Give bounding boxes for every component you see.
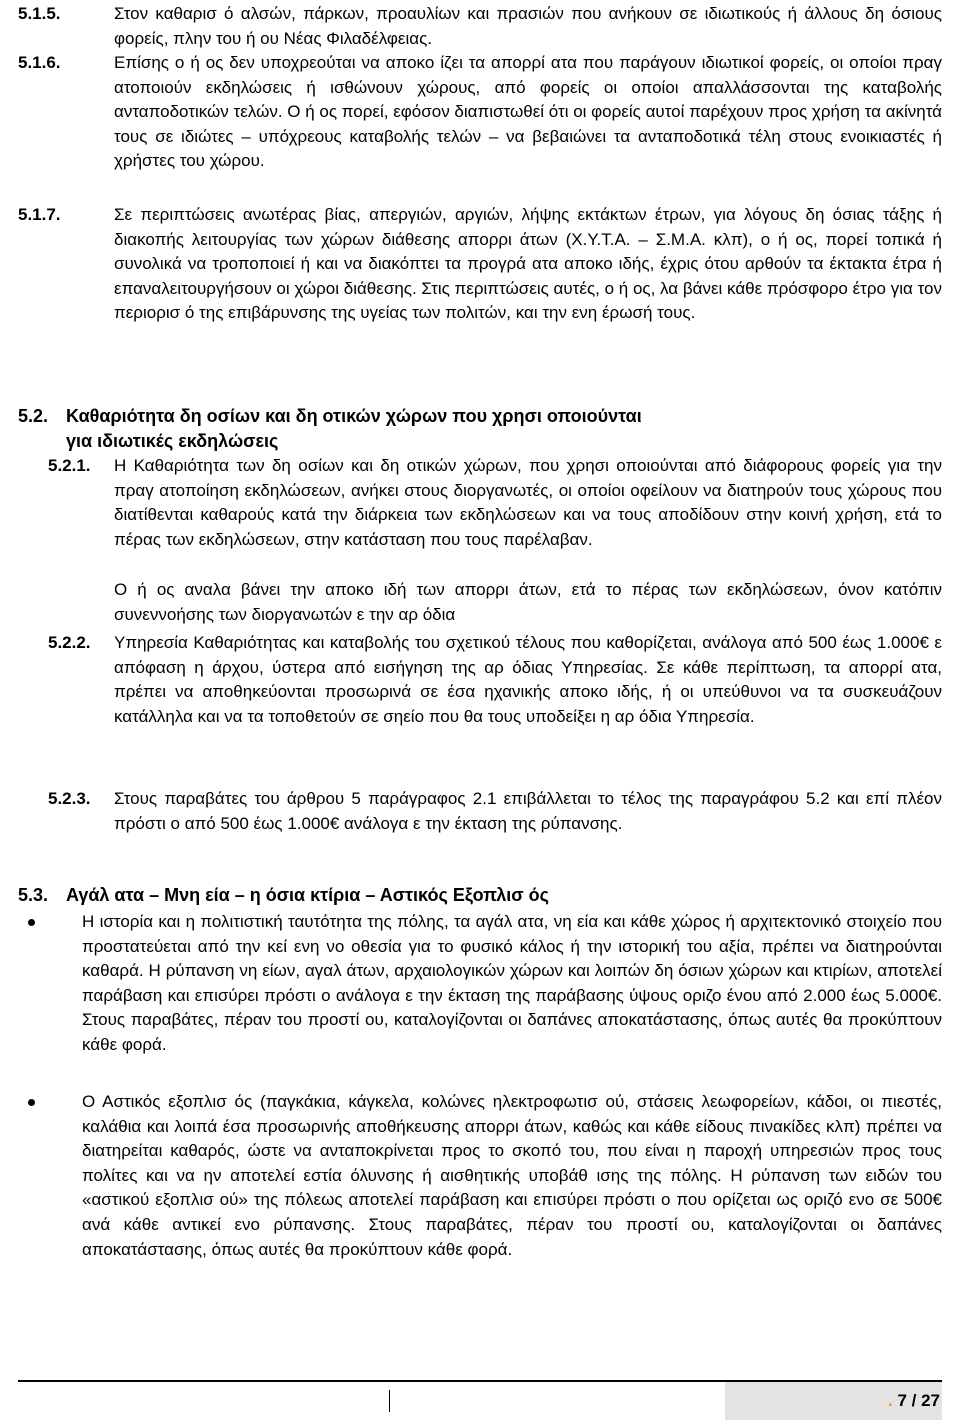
section-title-5-2-line2: για ιδιωτικές εκδηλώσεις — [66, 431, 279, 451]
bullet-item — [18, 1090, 942, 1315]
page-number-text: 7 / 27 — [897, 1391, 940, 1410]
paragraph-number: 5.2.1. — [48, 456, 91, 475]
paragraph-number: 5.2.2. — [48, 633, 91, 652]
bullet-item — [18, 910, 942, 1085]
paragraph-5-2-1 — [48, 454, 942, 579]
paragraph-text: Σε περιπτώσεις ανωτέρας βίας, απεργιών, αργιών, λήψης εκτάκτων έτρων, για λόγους δη όσιας τάξης ή διακοπής λειτουργίας των χώρων διάθεσης απορρι άτων (Χ.Υ.Τ.Α. – Σ.Μ.Α. κλπ), ο ή ος, πορεί τοπικά ή συνολικά να τροποποιεί ή και να διακόπτει τα προγρά ατα αποκο ιδής, έχρις ότου αρθούν τα έκτακτα έτρα ή επαναλειτουργήσουν οι χώροι διάθεσης. Στις περιπτώσεις αυτές, ο ή ος, λα βάνει κάθε πρόσφορο έτρο για τον περιορισ ό της επιβάρυνσης της υγείας των πολιτών, και την ενη έρωσή τους. — [114, 205, 942, 323]
paragraph-text: Υπηρεσία Καθαριότητας και καταβολής του σχετικού τέλους που καθορίζεται, ανάλογα από 500 έως 1.000€ ε απόφαση η άρχου, ύστερα από εισήγηση της αρ όδιας Υπηρεσίας. Σε κάθε περίπτωση, τα απορρί ατα, πρέπει να αποθηκεύονται προσωρινά σε έσα ηχανικής αποκο ιδής, ή οι υπεύθυνοι να τα συσκευάζουν κατάλληλα και να τα τοποθετούν σε σηείο που θα τους υποδείξει η αρ όδια Υπηρεσία. — [114, 633, 942, 726]
paragraph-text: Στους παραβάτες του άρθρου 5 παράγραφος 2.1 επιβάλλεται το τέλος της παραγράφου 5.2 και επί πλέον πρόστι ο από 500 έως 1.000€ ανάλογα ε την έκταση της ρύπανσης. — [114, 789, 942, 833]
bullet-text: Ο Αστικός εξοπλισ ός (παγκάκια, κάγκελα, κολώνες ηλεκτροφωτισ ού, στάσεις λεωφορείων, κάδοι, οι πιεστές, καλάθια και λοιπά έσα προσωρινής αποθήκευσης απορρι άτων, καθώς και κάθε είδους πινακίδες κλπ) πρέπει να διατηρείται καθαρός, ώστε να ανταποκρίνεται προς το σκοπό του, που είναι η παροχή υπηρεσιών προς τους πολίτες και να ην αποτελεί εστία όλυνσης ή αισθητικής υποβάθ ισης της πόλης. Η ρύπανση των ειδών του «αστικού εξοπλισ ού» της πόλεως αποτελεί παράβαση και επισύρει πρόστι ο που ορίζεται ως οριζό ενο σε 500€ ανά κάθε αντικεί ενο ρύπανσης. Στους παραβάτες, πέραν του προστί ου, καταλογίζονται οι δαπάνες αποκατάστασης, όπως αυτές θα προκύπτουν κάθε φορά. — [82, 1092, 942, 1259]
paragraph-5-1-7 — [18, 203, 942, 378]
paragraph-5-1-6 — [18, 51, 942, 201]
bullet-text: Η ιστορία και η πολιτιστική ταυτότητα της πόλης, τα αγάλ ατα, νη εία και κάθε χώρος ή αρχιτεκτονικό στοιχείο που προστατεύεται από την κεί ενη νο οθεσία για το φυσικό κάλος ή την ιστορική του αξία, πρέπει να διατηρούνται καθαρά. Η ρύπανση νη είων, αγαλ άτων, αρχαιολογικών χώρων και λοιπών δη όσιων χώρων και κτιρίων, αποτελεί παράβαση και επισύρει πρόστι ο ανάλογα ε την έκταση της παράβασης ύψους οριζο ένου από 2.000 έως 5.000€. Στους παραβάτες, πέραν του προστί ου, καταλογίζονται οι δαπάνες αποκατάστασης, όπως αυτές θα προκύπτουν κάθε φορά. — [82, 912, 942, 1054]
paragraph-5-2-3 — [48, 787, 942, 862]
paragraph-text: Η Καθαριότητα των δη οσίων και δη οτικών χώρων, που χρησι οποιούνται από διάφορους φορείς για την πραγ ατοποίηση εκδηλώσεων, ανήκει στους διοργανωτές, οι οποίοι οφείλουν να διατηρούν τους χώρους που διατίθενται καθαρούς κατά την διάρκεια των εκδηλώσεων και να τους αποδίδουν στην κοινή χρήση, ετά το πέρας των εκδηλώσεων, στην κατάσταση που τους παρέλαβαν. — [114, 456, 942, 549]
section-number-5-3: 5.3. — [18, 885, 49, 905]
bullet-icon — [28, 919, 35, 926]
paragraph-5-2-2 — [48, 631, 942, 781]
paragraph-number: 5.1.5. — [18, 4, 61, 23]
footer-separator — [389, 1390, 390, 1412]
paragraph-text: Στον καθαρισ ό αλσών, πάρκων, προαυλίων και πρασιών που ανήκουν σε ιδιωτικούς ή άλλους δη όσιους φορείς, πλην του ή ου Νέας Φιλαδέλφειας. — [114, 4, 942, 48]
paragraph-number: 5.1.7. — [18, 205, 61, 224]
paragraph-number: 5.1.6. — [18, 53, 61, 72]
paragraph-5-2-1-continued — [114, 578, 942, 628]
section-title-5-2-line1: Καθαριότητα δη οσίων και δη οτικών χώρων που χρησι οποιούνται — [66, 406, 642, 426]
section-number-5-2: 5.2. — [18, 406, 49, 426]
section-title-5-3: Αγάλ ατα – Μνη εία – η όσια κτίρια – Αστικός Εξοπλισ ός — [66, 885, 549, 905]
paragraph-5-1-5 — [18, 2, 942, 52]
footer-dot: . — [887, 1391, 893, 1410]
paragraph-text: Ο ή ος αναλα βάνει την αποκο ιδή των απορρι άτων, ετά το πέρας των εκδηλώσεων, όνον κατόπιν συνεννοήσης των διοργανωτών ε την αρ όδια — [114, 580, 942, 624]
bullet-icon — [28, 1099, 35, 1106]
page-number — [888, 1389, 940, 1414]
paragraph-text: Επίσης ο ή ος δεν υποχρεούται να αποκο ίζει τα απορρί ατα που παράγουν ιδιωτικοί φορείς, οι οποίοι πραγ ατοποιούν εκδηλώσεις ή ισθώνουν χώρους, από φορείς οι οποίοι απαλλάσσονται της καταβολής ανταποδοτικών τελών. Ο ή ος πορεί, εφόσον διαπιστωθεί ότι οι φορείς αυτοί παρέχουν προς χρήση τα ακίνητά τους σε ιδιώτες – υπόχρεους καταβολής τελών – να βεβαιώνει τα ανταποδοτικά τέλη στους ενοικιαστές ή χρήστες του χώρου. — [114, 53, 943, 171]
paragraph-number: 5.2.3. — [48, 789, 91, 808]
